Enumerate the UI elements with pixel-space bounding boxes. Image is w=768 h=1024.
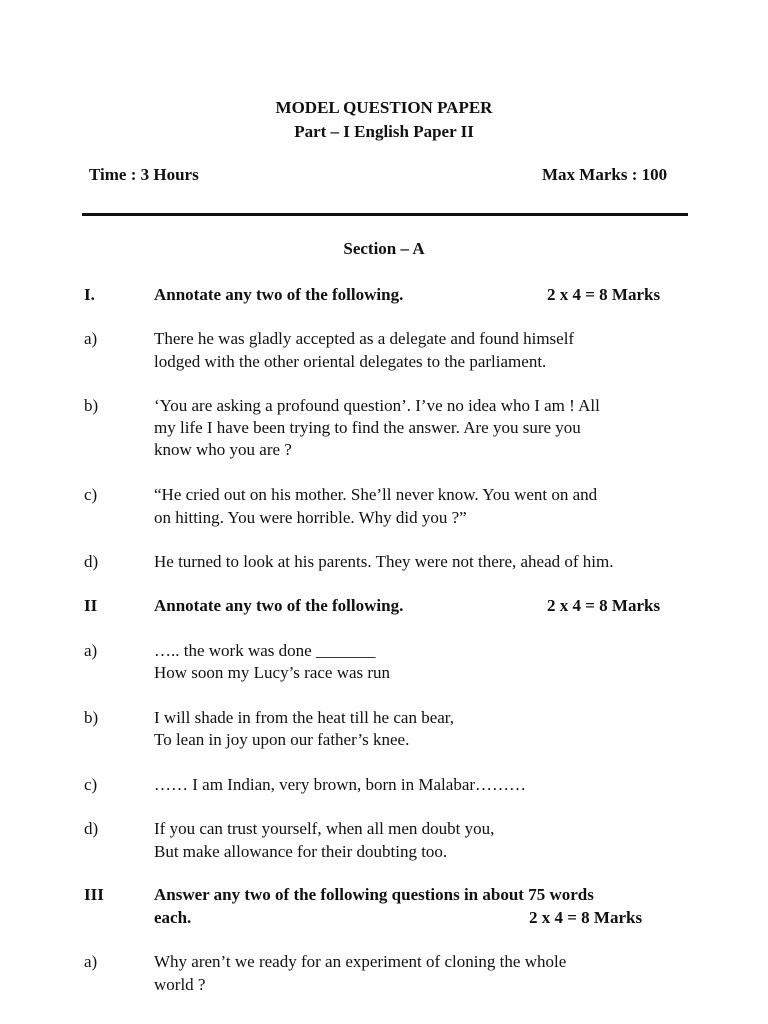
- paper-title: MODEL QUESTION PAPER: [275, 98, 493, 117]
- section-title: Section – A: [343, 239, 425, 258]
- item-label: c): [84, 775, 98, 794]
- paper-subtitle: Part – I English Paper II: [294, 122, 474, 141]
- item-label: b): [84, 708, 99, 727]
- item-line: How soon my Lucy’s race was run: [154, 663, 391, 682]
- item-line: world ?: [154, 975, 206, 994]
- time-label: Time : 3 Hours: [89, 165, 199, 184]
- item-line: He turned to look at his parents. They were not there, ahead of him.: [154, 552, 614, 571]
- item-line: If you can trust yourself, when all men doubt you,: [154, 819, 495, 838]
- question-number: III: [84, 885, 104, 904]
- item-label: a): [84, 641, 98, 660]
- item-line: on hitting. You were horrible. Why did you ?”: [154, 508, 467, 527]
- item-line: ‘You are asking a profound question’. I’ve no idea who I am ! All: [154, 396, 600, 415]
- question-instruction: Annotate any two of the following.: [154, 285, 404, 304]
- item-line: “He cried out on his mother. She’ll never know. You went on and: [154, 485, 598, 504]
- item-label: c): [84, 485, 98, 504]
- item-line: There he was gladly accepted as a delegate and found himself: [154, 329, 575, 348]
- max-marks-label: Max Marks : 100: [542, 165, 668, 184]
- item-line: lodged with the other oriental delegates to the parliament.: [154, 352, 547, 371]
- question-marks: 2 x 4 = 8 Marks: [547, 285, 661, 304]
- question-instruction-cont: each.: [154, 908, 192, 927]
- question-marks: 2 x 4 = 8 Marks: [529, 908, 643, 927]
- item-line: know who you are ?: [154, 440, 292, 459]
- item-line: I will shade in from the heat till he can bear,: [154, 708, 455, 727]
- item-label: a): [84, 329, 98, 348]
- item-line: my life I have been trying to find the answer. Are you sure you: [154, 418, 581, 437]
- item-label: a): [84, 952, 98, 971]
- item-label: d): [84, 819, 99, 838]
- item-label: b): [84, 396, 99, 415]
- question-instruction: Answer any two of the following questions in about 75 words: [154, 885, 594, 904]
- question-number: II: [84, 596, 98, 615]
- question-number: I.: [84, 285, 95, 304]
- item-label: d): [84, 552, 99, 571]
- item-line: …… I am Indian, very brown, born in Malabar………: [154, 775, 527, 794]
- item-line: To lean in joy upon our father’s knee.: [154, 730, 410, 749]
- question-instruction: Annotate any two of the following.: [154, 596, 404, 615]
- item-line: ….. the work was done _______: [154, 641, 376, 660]
- item-line: But make allowance for their doubting too.: [154, 842, 448, 861]
- question-marks: 2 x 4 = 8 Marks: [547, 596, 661, 615]
- item-line: Why aren’t we ready for an experiment of cloning the whole: [154, 952, 567, 971]
- header-divider: [82, 213, 688, 216]
